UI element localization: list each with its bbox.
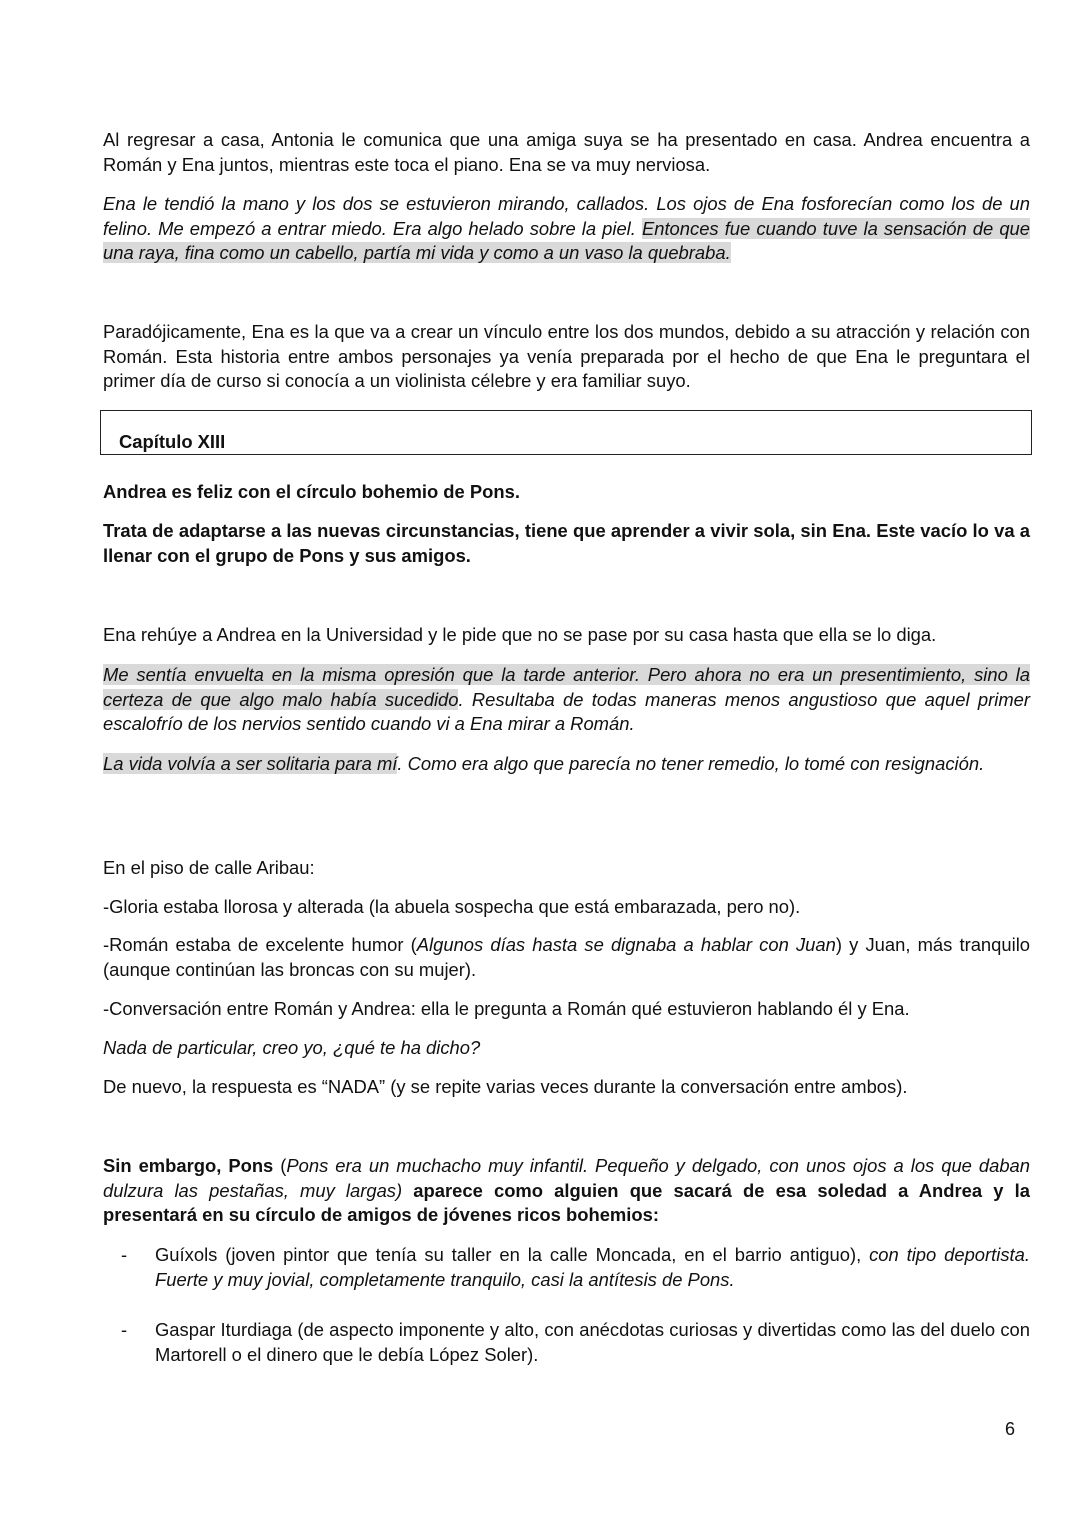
paragraph: -Gloria estaba llorosa y alterada (la abuela sospecha que está embarazada, pero no). — [103, 896, 801, 917]
text: -Román estaba de excelente humor ( — [103, 934, 417, 955]
highlighted-text: Entonces fue cuando tuve la sensación de que una raya, fina como un cabello, partía mi vida y como a un vaso la quebraba. — [103, 217, 1030, 264]
bullet-dash: - — [121, 1244, 128, 1265]
quote-text: . Resultaba de todas maneras menos angustioso que aquel primer escalofrío de los nervios sentido cuando vi a Ena mirar a Román. — [103, 688, 1030, 735]
chapter-heading-box — [100, 410, 1032, 455]
paragraph: Al regresar a casa, Antonia le comunica que una amiga suya se ha presentado en casa. Andrea encuentra a Román y Ena juntos, mientras este toca el piano. Ena se va muy nerviosa. — [103, 129, 1030, 175]
paragraph: -Conversación entre Román y Andrea: ella le pregunta a Román qué estuvieron hablando él y Ena. — [103, 998, 910, 1019]
bold-paragraph: Andrea es feliz con el círculo bohemio de Pons. — [103, 481, 520, 502]
quote — [103, 192, 1030, 266]
paragraph — [103, 1154, 1030, 1228]
bold-text: Sin embargo, Pons — [103, 1155, 274, 1176]
page-number: 6 — [1005, 1419, 1016, 1439]
paragraph: Ena rehúye a Andrea en la Universidad y le pide que no se pase por su casa hasta que ella se lo diga. — [103, 624, 937, 645]
bold-paragraph: Trata de adaptarse a las nuevas circunstancias, tiene que aprender a vivir sola, sin Ena. Este vacío lo va a llenar con el grupo de Pons y sus amigos. — [103, 520, 1030, 566]
italic-text: con tipo deportista. Fuerte y muy jovial, completamente tranquilo, casi la antítesis de Pons. — [155, 1244, 1030, 1290]
italic-text: Algunos días hasta se dignaba a hablar con Juan — [416, 934, 836, 955]
paragraph: En el piso de calle Aribau: — [103, 857, 315, 878]
quote-text: Ena le tendió la mano y los dos se estuvieron mirando, callados. Los ojos de Ena fosforecían como los de un felino. Me empezó a entrar miedo. Era algo helado sobre la piel. — [103, 193, 1030, 239]
bullet-dash: - — [121, 1319, 128, 1340]
text: ) y Juan, más tranquilo (aunque continúan las broncas con su mujer). — [103, 934, 1031, 980]
bold-text: aparece como alguien que sacará de esa soledad a Andrea y la presentará en su círculo de amigos de jóvenes ricos bohemios: — [103, 1179, 1030, 1226]
quote: Nada de particular, creo yo, ¿qué te ha dicho? — [103, 1037, 481, 1058]
list-item: Gaspar Iturdiaga (de aspecto imponente y alto, con anécdotas curiosas y divertidas como las del duelo con Martorell o el dinero que le debía López Soler). — [155, 1319, 1030, 1365]
text: Guíxols (joven pintor que tenía su taller en la calle Moncada, en el barrio antiguo), — [155, 1244, 870, 1265]
list-item — [155, 1243, 1030, 1292]
italic-text: Pons era un muchacho muy infantil. Pequeño y delgado, con unos ojos a los que daban dulzura las pestañas, muy largas) — [103, 1155, 1031, 1201]
paragraph: Paradójicamente, Ena es la que va a crear un vínculo entre los dos mundos, debido a su atracción y relación con Román. Esta historia entre ambos personajes ya venía preparada por el hecho de que Ena le preguntara el primer día de curso si conocía a un violinista célebre y era familiar suyo. — [103, 321, 1030, 392]
quote — [103, 663, 1030, 737]
paragraph: De nuevo, la respuesta es “NADA” (y se repite varias veces durante la conversación entre ambos). — [103, 1076, 908, 1097]
highlighted-text: La vida volvía a ser solitaria para mí — [103, 753, 398, 774]
chapter-title: Capítulo XIII — [119, 431, 226, 452]
text: ( — [273, 1155, 287, 1176]
highlighted-text: Me sentía envuelta en la misma opresión que la tarde anterior. Pero ahora no era un presentimiento, sino la certeza de que algo malo había sucedido — [103, 664, 1030, 710]
paragraph — [103, 933, 1030, 982]
quote — [103, 752, 1030, 777]
quote-text: . Como era algo que parecía no tener remedio, lo tomé con resignación. — [397, 753, 985, 774]
